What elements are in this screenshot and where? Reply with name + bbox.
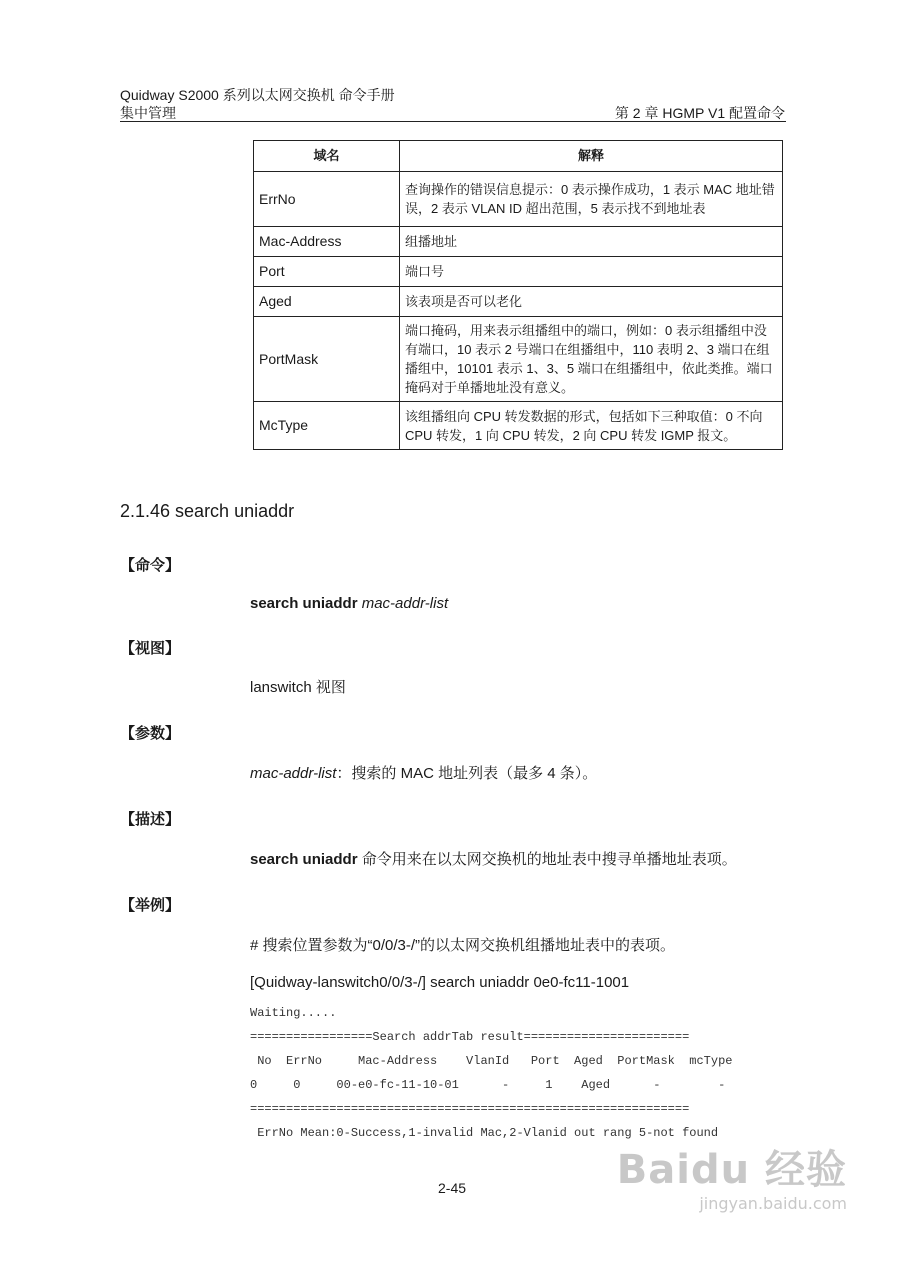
- table-row: [254, 257, 783, 287]
- table-cell-field: Mac-Address: [254, 227, 400, 257]
- description-body: 命令用来在以太网交换机的地址表中搜寻单播地址表项。: [357, 851, 737, 868]
- header-divider: [120, 121, 786, 122]
- header-manual-title: Quidway S2000 系列以太网交换机 命令手册: [120, 87, 395, 103]
- description-keyword: search uniaddr: [250, 851, 358, 868]
- table-cell-desc: 端口号: [400, 257, 783, 287]
- table-cell-desc: 查询操作的错误信息提示：0 表示操作成功，1 表示 MAC 地址错误，2 表示 VLAN ID 超出范围，5 表示找不到地址表: [400, 172, 783, 227]
- command-keyword: search uniaddr: [250, 595, 358, 612]
- table-cell-field: McType: [254, 402, 400, 450]
- table-cell-field: Aged: [254, 287, 400, 317]
- example-command: [Quidway-lanswitch0/0/3-/] search uniaddr 0e0-fc11-1001: [250, 974, 630, 991]
- table-header-row: [254, 141, 783, 172]
- parameter-description: [250, 764, 597, 784]
- description-label: 【描述】: [120, 810, 181, 828]
- header-chapter: 第 2 章 HGMP V1 配置命令: [614, 105, 785, 121]
- table-row: [254, 317, 783, 402]
- table-cell-desc: 端口掩码，用来表示组播组中的端口，例如：0 表示组播组中没有端口，10 表示 2 号端口在组播组中，110 表明 2、3 端口在组播组中，10101 表示 1、3、5 端口在组播组中，依此类推。端口掩码对于单播地址没有意义。: [400, 317, 783, 402]
- parameter-label: 【参数】: [120, 724, 181, 742]
- table-header-field: 域名: [254, 141, 400, 172]
- table-cell-desc: 该表项是否可以老化: [400, 287, 783, 317]
- example-label: 【举例】: [120, 896, 181, 914]
- output-line: ErrNo Mean:0-Success,1-invalid Mac,2-Vlanid out rang 5-not found: [250, 1126, 719, 1140]
- table-row: [254, 172, 783, 227]
- table-cell-field: PortMask: [254, 317, 400, 402]
- table-row: [254, 227, 783, 257]
- output-line: No ErrNo Mac-Address VlanId Port Aged PortMask mcType: [250, 1054, 733, 1068]
- description-text: [250, 850, 737, 870]
- output-line: Waiting.....: [250, 1006, 337, 1020]
- table-row: [254, 287, 783, 317]
- table-cell-desc: 该组播组向 CPU 转发数据的形式，包括如下三种取值：0 不向 CPU 转发，1 向 CPU 转发，2 向 CPU 转发 IGMP 报文。: [400, 402, 783, 450]
- example-intro: # 搜索位置参数为“0/0/3-/”的以太网交换机组播地址表中的表项。: [250, 937, 676, 954]
- command-label: 【命令】: [120, 556, 181, 574]
- watermark-url: jingyan.baidu.com: [699, 1194, 847, 1213]
- parameter-name: mac-addr-list: [250, 765, 337, 782]
- table-row: [254, 402, 783, 450]
- table-cell-desc: 组播地址: [400, 227, 783, 257]
- table-cell-field: Port: [254, 257, 400, 287]
- table-header-desc: 解释: [400, 141, 783, 172]
- parameter-text: ：搜索的 MAC 地址列表（最多 4 条）。: [336, 765, 598, 782]
- view-label: 【视图】: [120, 639, 181, 657]
- field-description-table: [253, 140, 783, 450]
- view-text: lanswitch 视图: [250, 679, 346, 696]
- section-title: 2.1.46 search uniaddr: [120, 501, 295, 521]
- output-line: 0 0 00-e0-fc-11-10-01 - 1 Aged - -: [250, 1078, 726, 1092]
- output-line: =============================================================: [250, 1102, 690, 1116]
- header-section-name: 集中管理: [120, 105, 176, 121]
- output-line: =================Search addrTab result=======================: [250, 1030, 690, 1044]
- table-cell-field: ErrNo: [254, 172, 400, 227]
- page-number: 2-45: [438, 1180, 467, 1196]
- baidu-watermark: [617, 1148, 847, 1214]
- command-parameter: mac-addr-list: [357, 595, 449, 612]
- command-syntax: [250, 594, 448, 614]
- watermark-brand: Baidu 经验: [616, 1147, 847, 1193]
